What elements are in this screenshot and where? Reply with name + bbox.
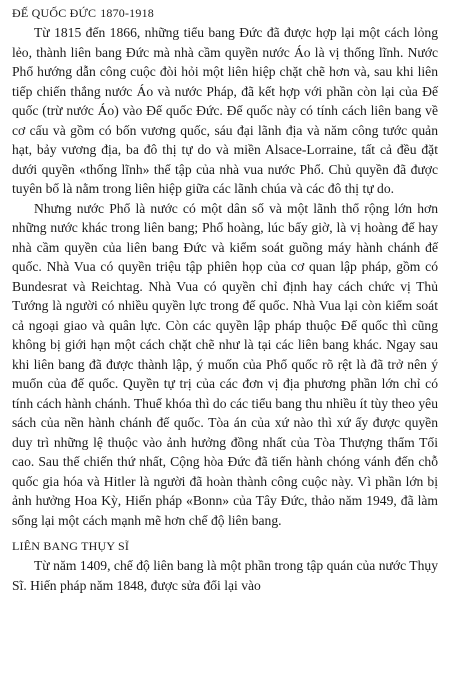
section-heading-german-empire [12, 5, 438, 21]
heading-title: ĐẾ QUỐC ĐỨC [12, 6, 97, 20]
section-heading-swiss-federation: LIÊN BANG THỤY SĨ [12, 539, 130, 553]
paragraph-3: Từ năm 1409, chế độ liên bang là một phần trong tập quán của nước Thụy Sĩ. Hiến pháp năm 1848, được sửa đổi lại vào [12, 558, 438, 593]
heading-years: 1870-1918 [100, 6, 154, 20]
paragraph-1: Từ 1815 đến 1866, những tiểu bang Đức đã được hợp lại một cách lỏng lẻo, thành liên bang Đức mà nhà cầm quyền nước Áo là vị thống lĩnh. Nước Phổ hướng dẫn công cuộc đòi hỏi một liên hiệp chặt chẽ hơn và, sau khi liên tiếp chiến thắng nước Áo và nước Pháp, đã kết hợp với phần còn lại của Đế quốc (trừ nước Áo) vào Đế quốc Đức. Đế quốc này có tính cách liên bang về cơ cấu và gồm có bốn vương quốc, sáu đại lãnh địa và năm công tước quản hạt, bảy vương địa, ba đô thị tự do và miền Alsace-Lorraine, tất cả đều đặt dưới quyền «thống lĩnh» thế tập của nhà vua nước Phổ. Chủ quyền đã được tuyên bố là nằm trong liên hiệp giữa các lãnh chúa và các đô thị tự do. [12, 25, 438, 196]
paragraph-2: Nhưng nước Phổ là nước có một dân số và một lãnh thổ rộng lớn hơn những nước khác trong liên bang; Phổ hoàng, lúc bấy giờ, là vị hoàng đế hay nhà cầm quyền của liên bang Đức và kiểm soát guồng máy hành chánh đế quốc. Nhà Vua có quyền triệu tập phiên họp của cơ quan lập pháp, gồm có Bundesrat và Reichtag. Nhà Vua có quyền chỉ định hay cách chức vị Thủ Tướng là người có nhiều quyền lực trong đế quốc. Nhà Vua lại còn kiểm soát cả ngoại giao và quân lực. Còn các quyền lập pháp thuộc Đế quốc thì cũng không bị giới hạn một cách chặt chẽ như là tại các liên bang khác. Ngay sau khi liên bang đã được thành lập, ý muốn của Phổ quốc rõ rệt là đã trở nên ý muốn của đế quốc. Quyền tự trị của các đơn vị địa phương phần lớn chỉ có tính cách hành chánh. Thuế khóa thì do các tiểu bang thu nhiều ít tùy theo yêu sách của nền hành chánh đế quốc. Tòa án của xứ nào thì xứ ấy được quyền duy trì những lệ thuộc vào ảnh hưởng đồng nhất của Tòa Thượng thẩm Tối cao. Sau thế chiến thứ nhất, Cộng hòa Đức đã tiến hành chóng vánh đến chỗ quốc gia hóa và Hitler là người đã hoàn thành công cuộc này. Vì phần lớn bị ảnh hưởng Hoa Kỳ, Hiến pháp «Bonn» của Tây Đức, thảo năm 1949, đã làm sống lại một cách mạnh mẽ hơn chế độ liên bang. [12, 200, 438, 528]
